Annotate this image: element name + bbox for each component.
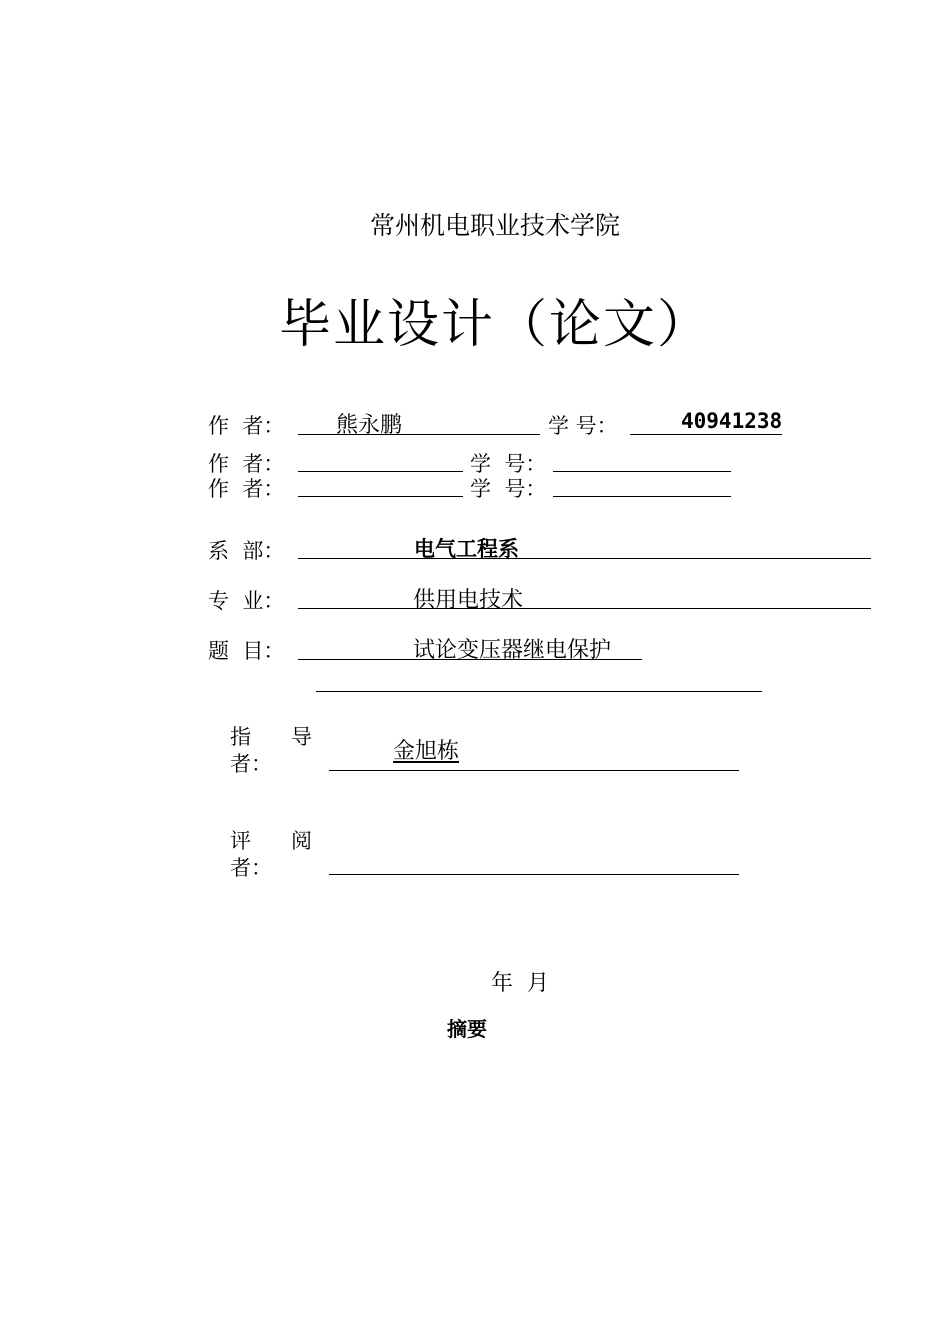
major-line [298,608,871,609]
document-title: 毕业设计（论文） [278,295,711,355]
student-id-label-3: 学 号： [470,477,547,501]
topic-line-2 [316,691,762,692]
major-value: 供用电技术 [413,588,524,613]
reviewer-label-line2: 者： [230,856,272,880]
student-id-line-1 [630,434,782,435]
advisor-label-line1: 指 导 [230,725,313,749]
student-id-line-2 [553,471,731,472]
date-line: 年 月 [491,971,549,996]
student-id-label-2: 学 号： [470,452,547,476]
student-id-1: 40941238 [681,409,783,433]
reviewer-label-line1: 评 阅 [230,829,313,853]
author-name-line-3 [298,496,463,497]
topic-label: 题 目： [208,639,285,663]
author-name-line-2 [298,471,463,472]
author-name-1: 熊永鹏 [336,413,403,438]
author-label-2: 作 者： [208,452,285,476]
author-label-1: 作 者： [208,414,285,438]
department-value: 电气工程系 [414,536,519,561]
department-label: 系 部： [208,539,285,563]
author-label-3: 作 者： [208,477,285,501]
topic-value: 试论变压器继电保护 [413,638,612,663]
school-name: 常州机电职业技术学院 [369,211,620,240]
abstract-heading: 摘要 [447,1017,487,1041]
department-line [298,558,871,559]
advisor-label-line2: 者： [230,752,272,776]
reviewer-line [329,874,739,875]
major-label: 专 业： [208,589,285,613]
advisor-line [329,770,739,771]
student-id-line-3 [553,496,731,497]
author-name-line-1 [298,434,540,435]
advisor-value: 金旭栋 [393,739,460,764]
student-id-label-1: 学 号： [548,414,618,438]
